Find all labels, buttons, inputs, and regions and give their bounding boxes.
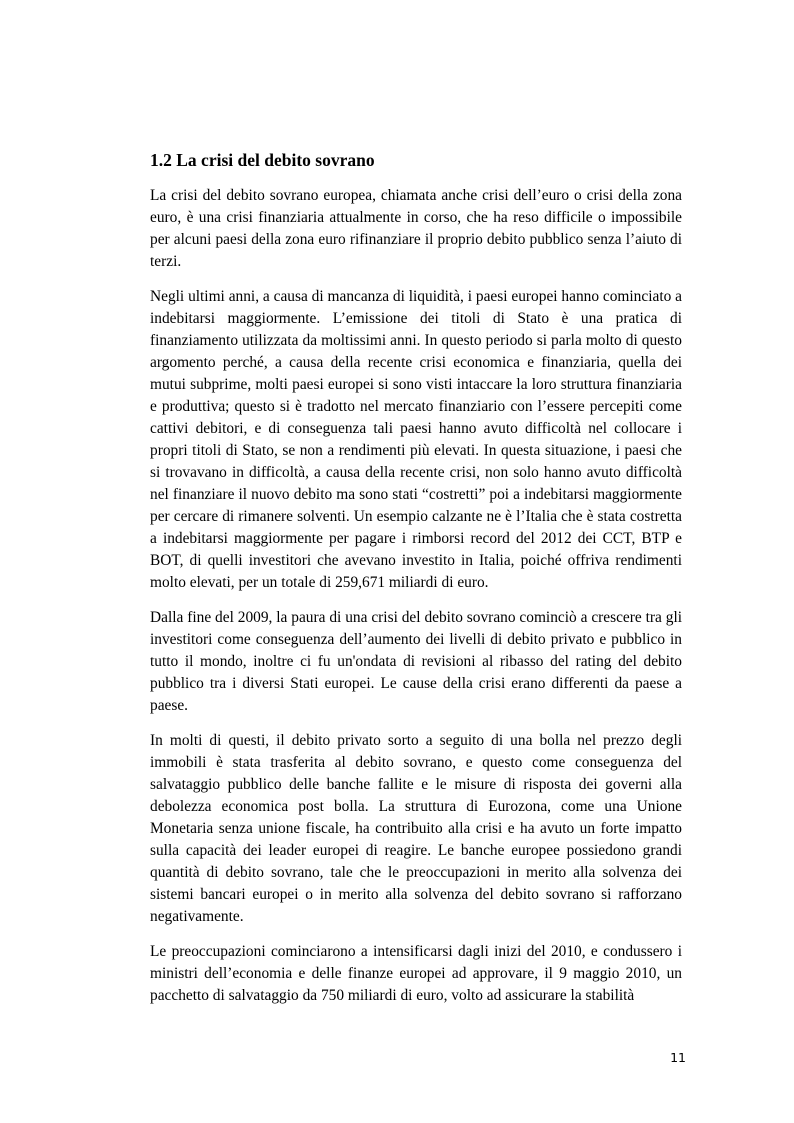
page-content [150, 148, 682, 1020]
paragraph-3: Dalla fine del 2009, la paura di una crisi del debito sovrano cominciò a crescere tra gli investitori come conseguenza dell’aumento dei livelli di debito privato e pubblico in tutto il mondo, inoltre ci fu un'ondata di revisioni al ribasso del rating del debito pubblico tra i diversi Stati europei. Le cause della crisi erano differenti da paese a paese. [150, 609, 682, 714]
paragraph-4: In molti di questi, il debito privato sorto a seguito di una bolla nel prezzo degli immobili è stata trasferita al debito sovrano, e questo come conseguenza del salvataggio pubblico delle banche fallite e le misure di risposta dei governi alla debolezza economica post bolla. La struttura di Eurozona, come una Unione Monetaria senza unione fiscale, ha contribuito alla crisi e ha avuto un forte impatto sulla capacità dei leader europei di reagire. Le banche europee possiedono grandi quantità di debito sovrano, tale che le preoccupazioni in merito alla solvenza dei sistemi bancari europei o in merito alla solvenza del debito sovrano si rafforzano negativamente. [150, 732, 682, 925]
section-heading: 1.2 La crisi del debito sovrano [150, 150, 375, 170]
page-number: 11 [670, 1050, 686, 1065]
paragraph-1: La crisi del debito sovrano europea, chiamata anche crisi dell’euro o crisi della zona euro, è una crisi finanziaria attualmente in corso, che ha reso difficile o impossibile per alcuni paesi della zona euro rifinanziare il proprio debito pubblico senza l’aiuto di terzi. [150, 187, 682, 270]
paragraph-5: Le preoccupazioni cominciarono a intensificarsi dagli inizi del 2010, e condussero i ministri dell’economia e delle finanze europei ad approvare, il 9 maggio 2010, un pacchetto di salvataggio da 750 miliardi di euro, volto ad assicurare la stabilità [150, 943, 682, 1004]
paragraph-2: Negli ultimi anni, a causa di mancanza di liquidità, i paesi europei hanno cominciato a indebitarsi maggiormente. L’emissione dei titoli di Stato è una pratica di finanziamento utilizzata da moltissimi anni. In questo periodo si parla molto di questo argomento perché, a causa della recente crisi economica e finanziaria, quella dei mutui subprime, molti paesi europei si sono visti intaccare la loro struttura finanziaria e produttiva; questo si è tradotto nel mercato finanziario con l’essere percepiti come cattivi debitori, e di conseguenza tali paesi hanno avuto difficoltà nel collocare i propri titoli di Stato, se non a rendimenti più elevati. In questa situazione, i paesi che si trovavano in difficoltà, a causa della recente crisi, non solo hanno avuto difficoltà nel finanziare il nuovo debito ma sono stati “costretti” poi a indebitarsi maggiormente per cercare di rimanere solventi. Un esempio calzante ne è l’Italia che è stata costretta a indebitarsi maggiormente per pagare i rimborsi record del 2012 dei CCT, BTP e BOT, di quelli investitori che avevano investito in Italia, poiché offriva rendimenti molto elevati, per un totale di 259,671 miliardi di euro. [150, 288, 682, 591]
